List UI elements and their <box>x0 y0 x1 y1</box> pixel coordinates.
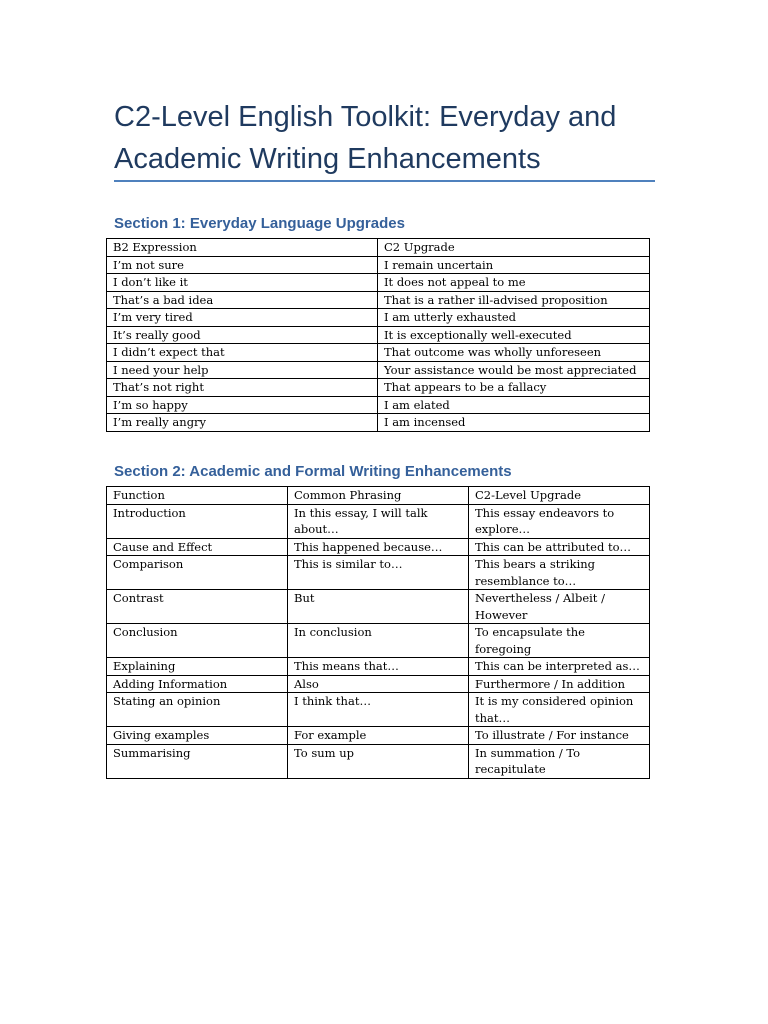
table-row <box>107 361 650 379</box>
table-row <box>107 556 650 590</box>
table-cell: This can be interpreted as… <box>469 658 650 676</box>
table-cell: In conclusion <box>288 624 469 658</box>
table-cell: That’s not right <box>107 379 378 397</box>
table-cell: I’m so happy <box>107 396 378 414</box>
table-cell: In this essay, I will talk about… <box>288 504 469 538</box>
table-cell: Comparison <box>107 556 288 590</box>
table-row <box>107 538 650 556</box>
header-cell: B2 Expression <box>107 239 378 257</box>
table-cell: Your assistance would be most appreciated <box>378 361 650 379</box>
table-cell: To sum up <box>288 744 469 778</box>
table-cell: Introduction <box>107 504 288 538</box>
section-1-heading: Section 1: Everyday Language Upgrades <box>114 215 405 232</box>
table-cell: I need your help <box>107 361 378 379</box>
table-cell: I remain uncertain <box>378 256 650 274</box>
table-row <box>107 309 650 327</box>
table-header-row <box>107 239 650 257</box>
table-cell: This bears a striking resemblance to… <box>469 556 650 590</box>
table-cell: For example <box>288 727 469 745</box>
table-row <box>107 658 650 676</box>
table-cell: I am elated <box>378 396 650 414</box>
table-cell: Furthermore / In addition <box>469 675 650 693</box>
table-cell: It is my considered opinion that… <box>469 693 650 727</box>
table-cell: In summation / To recapitulate <box>469 744 650 778</box>
table-row <box>107 344 650 362</box>
table-cell: I am utterly exhausted <box>378 309 650 327</box>
table-cell: To illustrate / For instance <box>469 727 650 745</box>
table-row <box>107 274 650 292</box>
table-row <box>107 590 650 624</box>
section-2-heading: Section 2: Academic and Formal Writing Enhancements <box>114 463 512 480</box>
table-cell: Also <box>288 675 469 693</box>
table-cell: But <box>288 590 469 624</box>
table-cell: That appears to be a fallacy <box>378 379 650 397</box>
table-cell: It’s really good <box>107 326 378 344</box>
table-cell: Cause and Effect <box>107 538 288 556</box>
table-row <box>107 256 650 274</box>
table-cell: I’m very tired <box>107 309 378 327</box>
table-cell: I don’t like it <box>107 274 378 292</box>
table-row <box>107 379 650 397</box>
table-row <box>107 624 650 658</box>
table-cell: I think that… <box>288 693 469 727</box>
table-cell: I’m really angry <box>107 414 378 432</box>
everyday-upgrades-table <box>106 238 650 432</box>
table-cell: This is similar to… <box>288 556 469 590</box>
table-cell: Summarising <box>107 744 288 778</box>
title-divider <box>114 180 655 182</box>
table-cell: It does not appeal to me <box>378 274 650 292</box>
header-cell: Function <box>107 487 288 505</box>
table-row <box>107 326 650 344</box>
table-cell: It is exceptionally well-executed <box>378 326 650 344</box>
table-row <box>107 504 650 538</box>
table-cell: Contrast <box>107 590 288 624</box>
table-cell: To encapsulate the foregoing <box>469 624 650 658</box>
table-cell: I am incensed <box>378 414 650 432</box>
table-cell: Nevertheless / Albeit / However <box>469 590 650 624</box>
table-cell: This happened because… <box>288 538 469 556</box>
table-cell: I’m not sure <box>107 256 378 274</box>
header-cell: C2-Level Upgrade <box>469 487 650 505</box>
table-header-row <box>107 487 650 505</box>
header-cell: C2 Upgrade <box>378 239 650 257</box>
table-cell: Explaining <box>107 658 288 676</box>
table-cell: That’s a bad idea <box>107 291 378 309</box>
table-row <box>107 693 650 727</box>
table-cell: This essay endeavors to explore… <box>469 504 650 538</box>
table-cell: That outcome was wholly unforeseen <box>378 344 650 362</box>
header-cell: Common Phrasing <box>288 487 469 505</box>
table-row <box>107 744 650 778</box>
table-cell: That is a rather ill-advised proposition <box>378 291 650 309</box>
table-cell: Adding Information <box>107 675 288 693</box>
table-cell: I didn’t expect that <box>107 344 378 362</box>
table-row <box>107 414 650 432</box>
table-row <box>107 675 650 693</box>
academic-enhancements-table <box>106 486 650 779</box>
document-title: C2-Level English Toolkit: Everyday and Academic Writing Enhancements <box>114 101 617 175</box>
table-row <box>107 396 650 414</box>
table-cell: This can be attributed to… <box>469 538 650 556</box>
table-row <box>107 291 650 309</box>
table-cell: Conclusion <box>107 624 288 658</box>
table-cell: Giving examples <box>107 727 288 745</box>
table-row <box>107 727 650 745</box>
table-cell: This means that… <box>288 658 469 676</box>
table-cell: Stating an opinion <box>107 693 288 727</box>
